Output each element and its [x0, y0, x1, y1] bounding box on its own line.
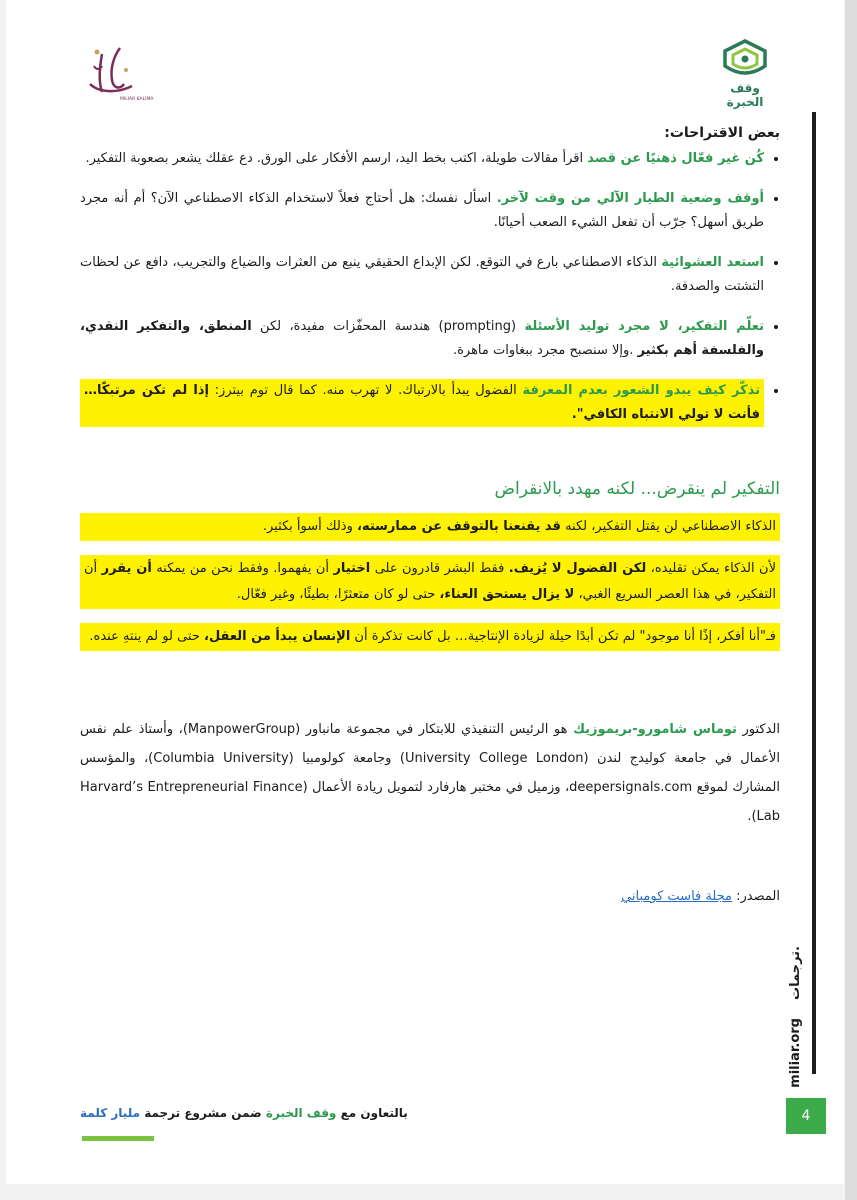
para-bold: الإنسان يبدأ من العقل،	[204, 629, 351, 644]
suggestion-item-highlighted	[80, 379, 764, 427]
source-link[interactable]: مجلة فاست كومباني	[621, 889, 733, 904]
para-bold: قد يقنعنا بالتوقف عن ممارسته،	[357, 519, 561, 534]
svg-text:MILIAR KALIMA: MILIAR KALIMA	[120, 97, 154, 102]
footer-miliar-link[interactable]: مليار كلمة	[80, 1106, 141, 1120]
source-label: المصدر:	[732, 889, 780, 904]
side-label-site: miliar.org	[788, 1018, 803, 1088]
footer-text: بالتعاون مع	[336, 1106, 408, 1120]
author-bio	[80, 715, 780, 831]
suggestion-lead: تعلّم التفكير، لا مجرد توليد الأسئلة	[524, 319, 764, 334]
bio-text: هو الرئيس التنفيذي للابتكار في مجموعة مانباور (ManpowerGroup)، وأستاذ علم نفس الأعمال في جامعة كوليدج لندن (University College London) وجامعة كولومبيا (Columbia University)، والمؤسس المشارك لموقع deepersignals.com، وزميل في مختبر هارفارد لتمويل ريادة الأعمال (Harvard’s Entrepreneurial Finance Lab).	[80, 722, 781, 824]
para-bold: لا يزال يستحق العناء،	[439, 587, 575, 602]
footer-text: ضمن مشروع ترجمة	[140, 1106, 266, 1120]
suggestions-list	[80, 147, 780, 427]
para-text: فـ"أنا أفكر، إذًا أنا موجود" لم تكن أبدًا حيلة لزيادة الإنتاجية… بل كانت تذكرة أن	[350, 629, 776, 644]
suggestion-item	[80, 251, 764, 299]
suggestion-text: (prompting) هندسة المحفّزات مفيدة، لكن	[251, 319, 525, 334]
footer-accent-line	[82, 1136, 154, 1141]
suggestion-text: اسأل نفسك: هل أحتاج فعلاً لاستخدام الذكاء الاصطناعي الآن؟ أم أنه مجرد طريق أسهل؟ جرّب أن تفعل الشيء الصعب أحيانًا.	[80, 191, 764, 230]
miliar-kalima-logo	[80, 40, 154, 104]
side-rule	[812, 112, 816, 1074]
waqf-logo-text: وقف الخبرة	[726, 81, 764, 109]
para-text: وذلك أسوأ بكثير.	[262, 519, 358, 534]
paragraph-2	[80, 555, 780, 609]
suggestion-lead: استعد العشوائية	[661, 255, 764, 270]
suggestion-text: اقرأ مقالات طويلة، اكتب بخط اليد، ارسم الأفكار على الورق. دع عقلك يشعر بصعوبة التفكير.	[85, 151, 588, 166]
suggestion-item	[80, 187, 764, 235]
para-text: لأن الذكاء يمكن تقليده،	[646, 561, 777, 576]
para-bold: اختيار	[333, 561, 371, 576]
footer-credit	[80, 1106, 408, 1120]
page-number-badge: 4	[786, 1098, 826, 1134]
suggestion-text: الفضول يبدأ بالارتباك. لا تهرب منه. كما قال توم بيترز:	[208, 383, 523, 398]
section-title: التفكير لم ينقرض... لكنه مهدد بالانقراض	[494, 479, 780, 499]
source-line	[80, 889, 780, 904]
side-label-translations: ترجمات.	[788, 946, 803, 1000]
para-text: حتى لو كان متعثرًا، بطيئًا، وغير فعّال.	[236, 587, 440, 602]
waqf-alkhibra-logo	[713, 38, 777, 109]
para-text: أن يفهموا. وفقط نحن من يمكنه	[151, 561, 334, 576]
bio-text: الدكتور	[736, 722, 781, 737]
paragraph-1	[80, 513, 780, 541]
para-text: الذكاء الاصطناعي لن يقتل التفكير، لكنه	[560, 519, 776, 534]
para-text: أن التفكير، في هذا العصر السريع الغبي،	[84, 561, 776, 602]
suggestion-bold: المنطق، والتفكير النقدي، والفلسفة أهم بكثير	[80, 319, 764, 358]
para-bold: لكن الفضول لا يُزيف.	[508, 561, 647, 576]
para-text: حتى لو لم ينتهِ عنده.	[89, 629, 205, 644]
suggestions-heading: بعض الاقتراحات:	[664, 125, 780, 141]
page-edge	[845, 0, 857, 1200]
paragraph-3	[80, 623, 780, 651]
suggestion-item	[80, 147, 764, 171]
suggestion-item	[80, 315, 764, 363]
article-body	[80, 125, 780, 904]
para-text: فقط البشر قادرون على	[370, 561, 509, 576]
waqf-emblem-icon	[713, 38, 777, 82]
suggestion-bold: إذا لم تكن مرتبكًا… فأنت لا تولي الانتباه الكافي".	[84, 383, 760, 422]
author-name: توماس شامورو-بريموزيك	[573, 722, 737, 737]
footer-waqf-link[interactable]: وقف الخبرة	[265, 1106, 337, 1120]
suggestion-lead: أوقف وضعية الطيار الآلي من وقت لآخر.	[496, 191, 764, 206]
suggestion-text: الذكاء الاصطناعي بارع في التوقع. لكن الإبداع الحقيقي ينبع من العثرات والضياع والتجريب، دافع عن لحظات التشتت والصدفة.	[80, 255, 764, 294]
suggestion-text: .وإلا سنصبح مجرد ببغاوات ماهرة.	[452, 343, 638, 358]
suggestion-lead: كُن غير فعّال ذهنيًا عن قصد	[587, 151, 764, 166]
suggestion-lead: تذكّر كيف يبدو الشعور بعدم المعرفة	[522, 383, 760, 398]
para-bold: أن يقرر	[101, 561, 152, 576]
